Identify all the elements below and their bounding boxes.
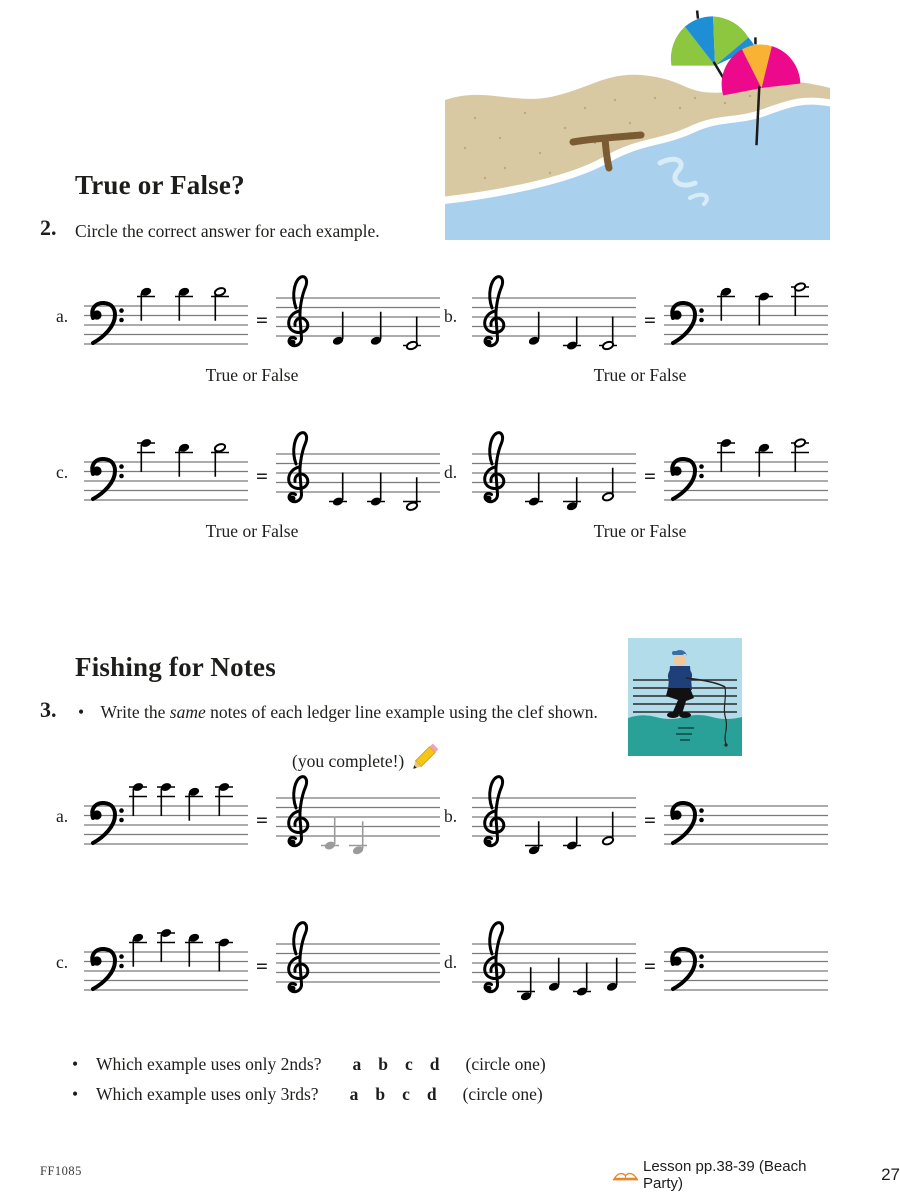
example-3a (56, 762, 448, 862)
example-2b (444, 262, 836, 386)
fisherman-icon (628, 638, 742, 756)
equals-sign: = (256, 954, 268, 978)
question-text: Which example uses only 3rds? (96, 1084, 319, 1104)
equals-sign: = (644, 808, 656, 832)
choice-d[interactable]: d (426, 1084, 437, 1104)
section3-instruction (78, 702, 598, 723)
catalog-number: FF1085 (40, 1164, 82, 1178)
section3-number: 3. (40, 697, 57, 722)
example-2d (444, 418, 836, 542)
choice-c[interactable]: c (402, 1084, 410, 1104)
choice-c[interactable]: c (405, 1054, 413, 1074)
fisherman-illustration (628, 638, 742, 756)
section2-title: True or False? (75, 170, 245, 200)
example-2a (56, 262, 448, 386)
equals-sign: = (644, 954, 656, 978)
bass-staff (82, 262, 250, 362)
question-3rds (72, 1084, 543, 1105)
bass-staff (662, 262, 830, 362)
choice-a[interactable]: a (352, 1054, 362, 1074)
section2-number: 2. (40, 215, 57, 240)
lesson-ref-text: Lesson pp.38-39 (Beach Party) (642, 1158, 807, 1192)
treble-staff (470, 418, 638, 518)
treble-staff (274, 418, 442, 518)
choice-a[interactable]: a (349, 1084, 359, 1104)
equals-sign: = (644, 464, 656, 488)
page-number: 27 (881, 1165, 900, 1184)
bass-staff (82, 418, 250, 518)
open-book-icon (612, 1166, 639, 1184)
equals-sign: = (256, 464, 268, 488)
treble-staff-answer[interactable] (274, 908, 442, 1008)
example-label: a. (56, 806, 69, 826)
example-label: c. (56, 952, 69, 972)
beach-scene-icon (445, 8, 830, 243)
choice-b[interactable]: b (378, 1054, 388, 1074)
question-text: Which example uses only 2nds? (96, 1054, 322, 1074)
example-label: c. (56, 462, 69, 482)
treble-staff (470, 262, 638, 362)
circle-one-hint: (circle one) (465, 1054, 546, 1074)
example-3b (444, 762, 836, 862)
footer-lesson-ref (612, 1158, 900, 1192)
equals-sign: = (256, 308, 268, 332)
beach-illustration (445, 8, 830, 243)
bass-staff-answer[interactable] (662, 762, 830, 862)
equals-sign: = (644, 308, 656, 332)
circle-one-hint: (circle one) (462, 1084, 543, 1104)
bullet: • (72, 1054, 79, 1074)
treble-staff (274, 262, 442, 362)
example-label: a. (56, 306, 69, 326)
treble-staff-answer[interactable] (274, 762, 442, 862)
instruction-part1: Write the (100, 702, 170, 722)
example-label: b. (444, 806, 458, 826)
question-2nds (72, 1054, 546, 1075)
treble-staff (470, 908, 638, 1008)
example-label: d. (444, 952, 458, 972)
bass-staff (662, 418, 830, 518)
example-2c (56, 418, 448, 542)
treble-staff (470, 762, 638, 862)
bullet: • (78, 702, 85, 722)
choice-b[interactable]: b (375, 1084, 386, 1104)
instruction-part2-italic: same (169, 702, 206, 722)
true-or-false-choice[interactable]: True or False (205, 521, 299, 541)
section2-instruction: Circle the correct answer for each example. (75, 221, 380, 241)
true-or-false-choice[interactable]: True or False (205, 365, 299, 385)
bass-staff (82, 908, 250, 1008)
example-3d (444, 908, 836, 1008)
hook-icon (724, 743, 727, 746)
example-label: d. (444, 462, 458, 482)
true-or-false-choice[interactable]: True or False (593, 521, 687, 541)
bass-staff (82, 762, 250, 862)
instruction-part3: notes of each ledger line example using the clef shown. (205, 702, 598, 722)
bass-staff-answer[interactable] (662, 908, 830, 1008)
example-label: b. (444, 306, 458, 326)
section3-title: Fishing for Notes (75, 652, 276, 682)
bullet: • (72, 1084, 79, 1104)
choice-d[interactable]: d (429, 1054, 440, 1074)
true-or-false-choice[interactable]: True or False (593, 365, 687, 385)
you-complete-label: (you complete!) (292, 751, 405, 771)
equals-sign: = (256, 808, 268, 832)
example-3c (56, 908, 448, 1008)
